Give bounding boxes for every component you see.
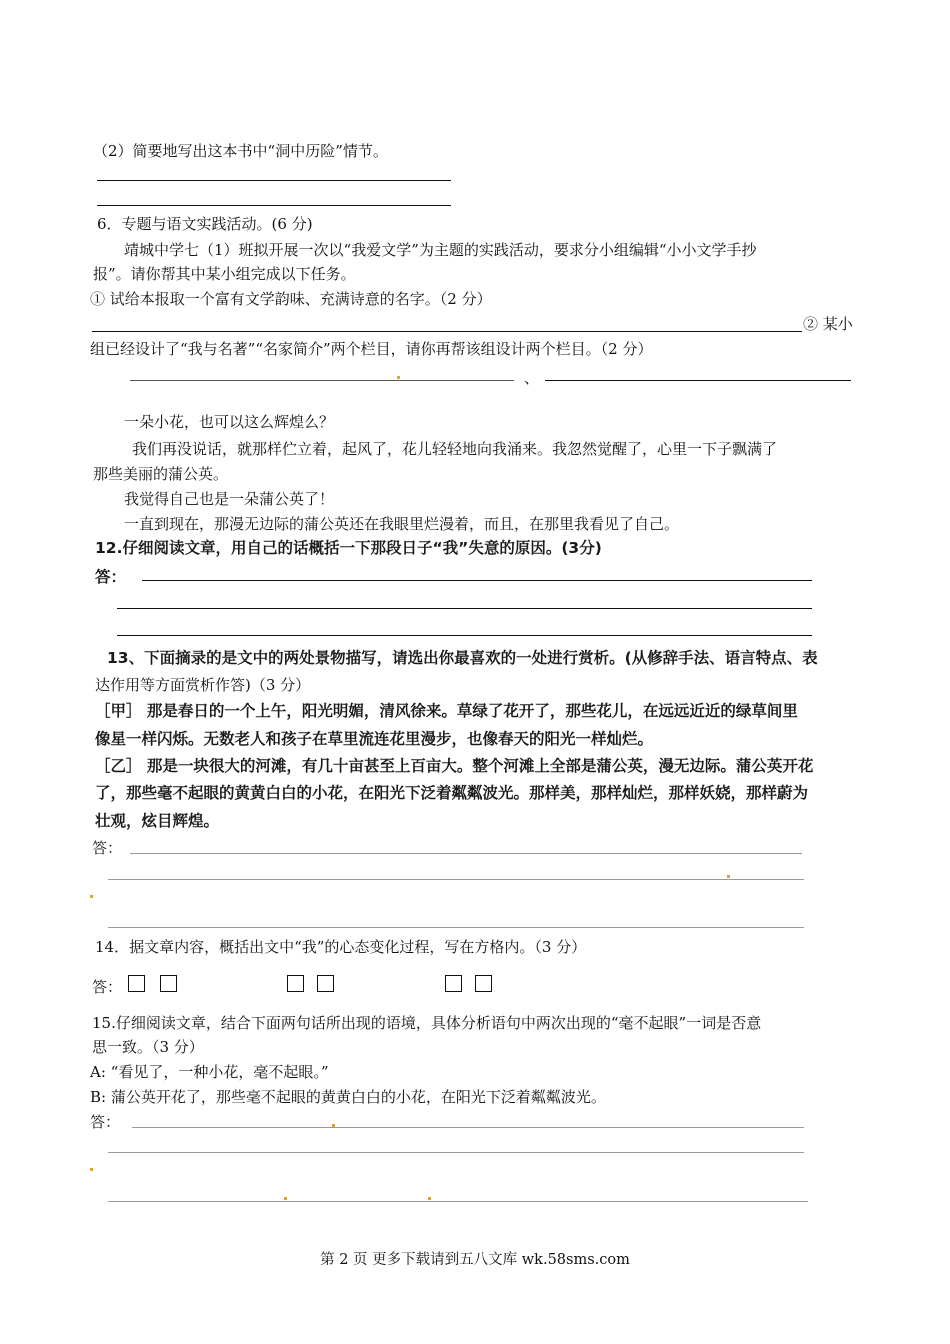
q12-answer-line-3[interactable] xyxy=(117,635,812,636)
q14-box-1[interactable] xyxy=(128,975,145,992)
q12-answer-line-1[interactable] xyxy=(142,580,812,581)
q12-answer-line-2[interactable] xyxy=(117,608,812,609)
q12-question: 12.仔细阅读文章，用自己的话概括一下那段日子“我”失意的原因。(3分) xyxy=(95,539,602,557)
q6-column-answer-line-2[interactable] xyxy=(545,380,851,381)
passage-p4: 一直到现在，那漫无边际的蒲公英还在我眼里烂漫着，而且，在那里我看见了自己。 xyxy=(124,515,680,533)
q14-answer-label: 答： xyxy=(92,978,123,996)
q13-jia-line-2: 像星一样闪烁。无数老人和孩子在草里流连花里漫步，也像春天的阳光一样灿烂。 xyxy=(95,730,654,748)
passage-p1: 一朵小花，也可以这么辉煌么？ xyxy=(124,413,335,431)
q13-jia-line-1: ［甲］ 那是春日的一个上午，阳光明媚，清风徐来。草绿了花开了，那些花儿，在远远近近的绿草间里 xyxy=(95,702,798,720)
q14-box-2[interactable] xyxy=(160,975,177,992)
q14-box-4[interactable] xyxy=(317,975,334,992)
q14-box-3[interactable] xyxy=(287,975,304,992)
q13-yi-line-1: ［乙］ 那是一块很大的河滩，有几十亩甚至上百亩大。整个河滩上全部是蒲公英，漫无边际。蒲公英开花 xyxy=(95,757,814,775)
q6-title: 6．专题与语文实践活动。(6 分) xyxy=(97,215,313,233)
q13-yi-line-2: 了，那些毫不起眼的黄黄白白的小花，在阳光下泛着粼粼波光。那样美，那样灿烂，那样妖娆，那样蔚为 xyxy=(95,784,809,802)
q13-answer-line-2[interactable] xyxy=(108,879,804,880)
q5-answer-line-2[interactable] xyxy=(97,205,451,206)
q6-separator: 、 xyxy=(524,369,540,387)
q6-item-2-tail: 组已经设计了“我与名著”“名家简介”两个栏目，请你再帮该组设计两个栏目。（2 分） xyxy=(90,340,653,358)
passage-p2-line-2: 那些美丽的蒲公英。 xyxy=(93,465,229,483)
q14-box-6[interactable] xyxy=(475,975,492,992)
q13-answer-line-1[interactable] xyxy=(130,853,802,854)
q13-yi-line-3: 壮观，炫目辉煌。 xyxy=(95,812,220,830)
q13-answer-label: 答： xyxy=(92,839,123,857)
speck xyxy=(332,1124,335,1127)
speck xyxy=(90,1168,93,1171)
q15-question-line-2: 思一致。（3 分） xyxy=(92,1038,204,1056)
q6-column-answer-line-1[interactable] xyxy=(130,380,514,381)
q15-answer-line-3[interactable] xyxy=(108,1201,808,1202)
q15-sentence-a: A: “看见了，一种小花，毫不起眼。” xyxy=(90,1063,329,1081)
q13-question-line-1: 13、下面摘录的是文中的两处景物描写，请选出你最喜欢的一处进行赏析。(从修辞手法、语言特点、表 xyxy=(107,649,818,667)
q5-2-question: （2）简要地写出这本书中“洞中历险”情节。 xyxy=(93,142,388,160)
q14-question: 14．据文章内容，概括出文中“我”的心态变化过程，写在方格内。（3 分） xyxy=(95,938,587,956)
passage-p2-line-1: 我们再没说话，就那样伫立着，起风了，花儿轻轻地向我涌来。我忽然觉醒了，心里一下子飘满了 xyxy=(132,440,778,458)
q15-question-line-1: 15.仔细阅读文章，结合下面两句话所出现的语境，具体分析语句中两次出现的“毫不起眼”一词是否意 xyxy=(92,1014,762,1032)
speck xyxy=(727,875,730,878)
q13-question-line-2: 达作用等方面赏析作答)（3 分） xyxy=(95,676,311,694)
q15-answer-label: 答： xyxy=(90,1113,121,1131)
speck xyxy=(90,895,93,898)
speck xyxy=(397,376,400,379)
q13-answer-line-3[interactable] xyxy=(108,927,804,928)
q6-item-2-head: ② 某小 xyxy=(803,315,853,333)
speck xyxy=(284,1197,287,1200)
q12-answer-label: 答： xyxy=(95,568,127,586)
q15-sentence-b: B: 蒲公英开花了，那些毫不起眼的黄黄白白的小花，在阳光下泛着粼粼波光。 xyxy=(90,1088,606,1106)
q6-intro-line-2: 报”。请你帮其中某小组完成以下任务。 xyxy=(93,265,356,283)
q6-name-answer-line[interactable] xyxy=(92,331,802,332)
speck xyxy=(428,1197,431,1200)
passage-p3: 我觉得自己也是一朵蒲公英了！ xyxy=(124,490,335,508)
q6-intro-line-1: 靖城中学七（1）班拟开展一次以“我爱文学”为主题的实践活动，要求分小组编辑“小小文学手抄 xyxy=(124,241,757,259)
q14-box-5[interactable] xyxy=(445,975,462,992)
page-footer: 第 2 页 更多下载请到五八文库 wk.58sms.com xyxy=(320,1252,630,1268)
q5-answer-line-1[interactable] xyxy=(97,180,451,181)
q15-answer-line-1[interactable] xyxy=(132,1127,804,1128)
q6-item-1: ① 试给本报取一个富有文学韵味、充满诗意的名字。（2 分） xyxy=(90,290,492,308)
q15-answer-line-2[interactable] xyxy=(108,1152,804,1153)
